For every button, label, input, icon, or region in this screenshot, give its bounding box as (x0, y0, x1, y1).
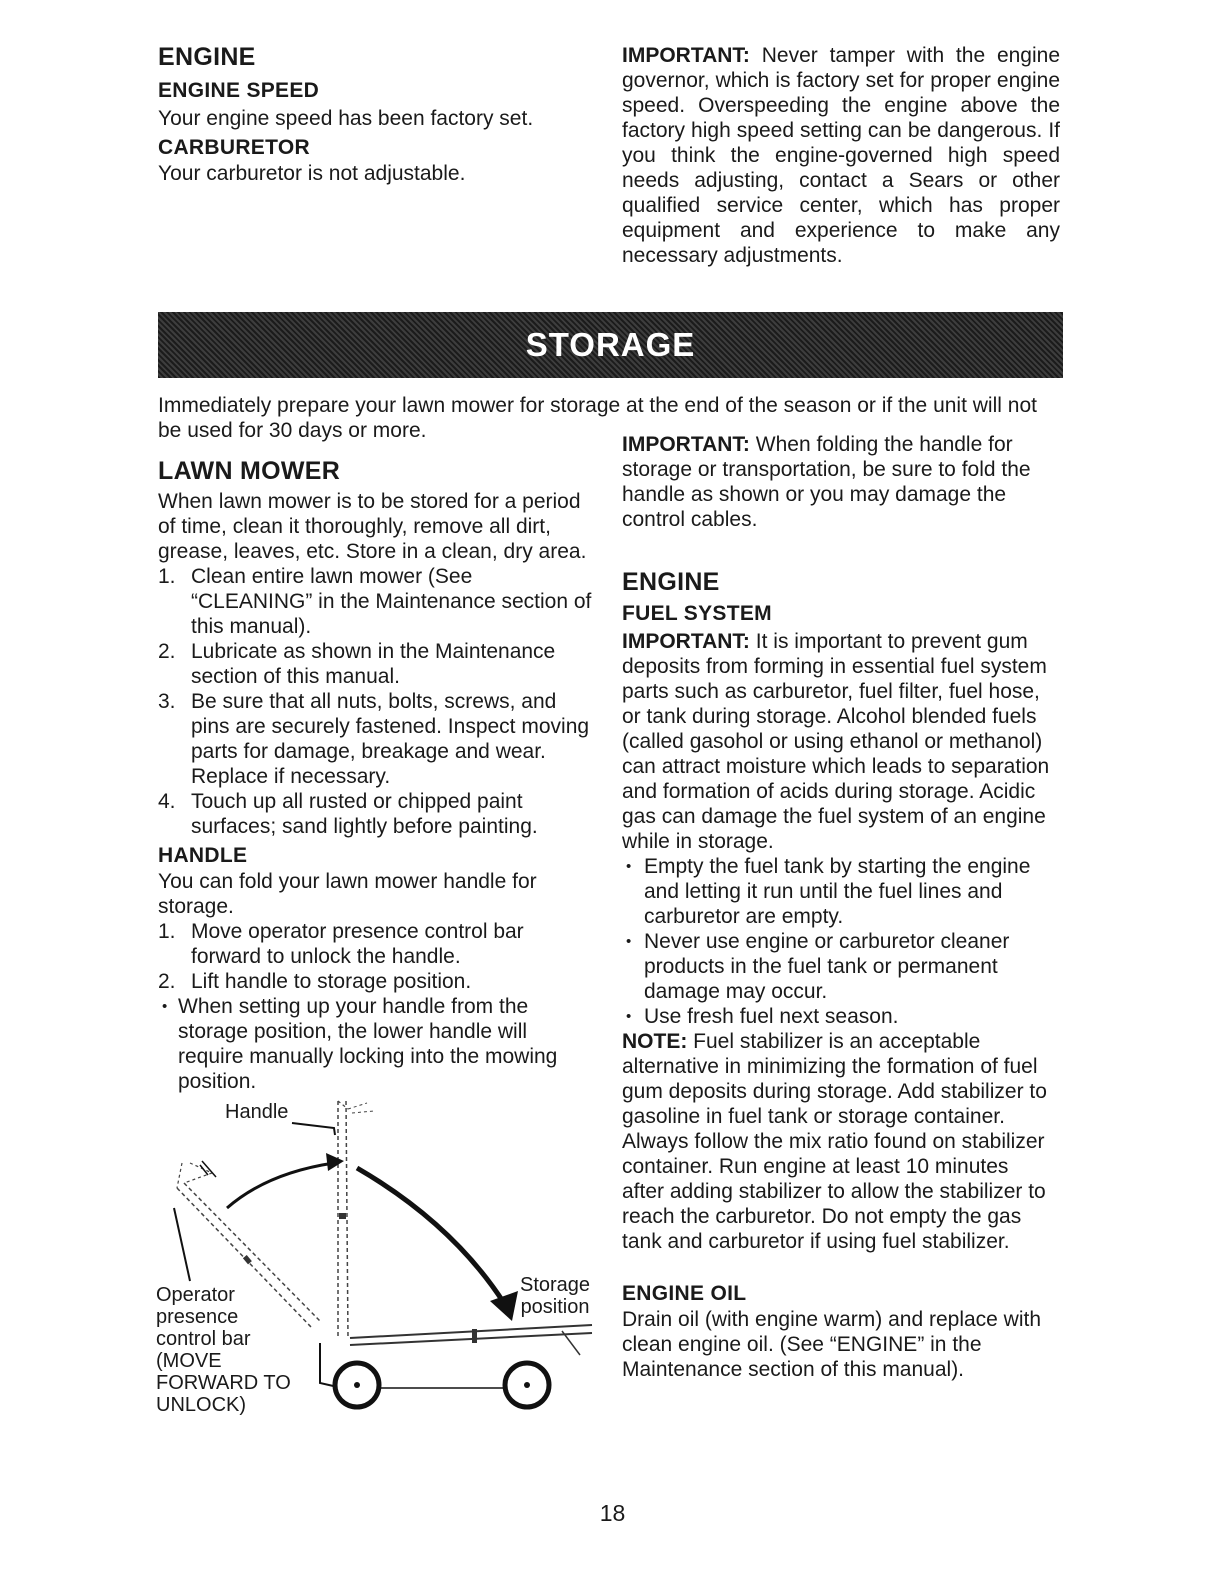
handle-label: Handle (225, 1101, 289, 1123)
step-text: Lubricate as shown in the Maintenance section of this manual. (191, 640, 556, 688)
fuel-bullet: • Use fresh fuel next season. (622, 1004, 1054, 1029)
operator-label-line: control bar (156, 1328, 251, 1350)
operator-label-line: UNLOCK) (156, 1394, 247, 1416)
step-number: 3. (158, 690, 176, 713)
step-number: 1. (158, 920, 176, 943)
important-text: Never tamper with the engine governor, which is factory set for proper engine speed. Overspeeding the engine above the factory high speed setting can be dangerous. If you think the engine-governed high speed needs adjusting, contact a Sears or other qualified service center, which has proper equipment and experience to make any necessary adjustments. (622, 44, 1061, 267)
step-text: Lift handle to storage position. (191, 970, 472, 993)
engine-important-paragraph (622, 43, 1060, 268)
step-item (158, 789, 593, 839)
step-number: 4. (158, 790, 176, 813)
engine-oil-heading: ENGINE OIL (622, 1282, 747, 1305)
step-number: 2. (158, 970, 176, 993)
fuel-important-paragraph (622, 629, 1054, 854)
note-label: NOTE: (622, 1030, 688, 1053)
carburetor-text: Your carburetor is not adjustable. (158, 162, 466, 185)
lawn-mower-heading: LAWN MOWER (158, 457, 341, 485)
note-text: Fuel stabilizer is an acceptable alternative in minimizing the formation of fuel gum deposits during storage. Add stabilizer to gasoline in fuel tank or storage container. Always follow the mix ratio found on stabilizer container. Run engine at least 10 minutes after adding stabilizer to allow the stabilizer to reach the carburetor. Do not empty the gas tank and carburetor if using fuel stabilizer. (622, 1030, 1047, 1253)
operator-label-line: Operator (156, 1284, 235, 1306)
fuel-bullet: • Empty the fuel tank by starting the engine and letting it run until the fuel lines and carburetor are empty. (622, 854, 1054, 929)
operator-label-line: FORWARD TO (156, 1372, 291, 1394)
step-item (158, 689, 593, 789)
right-column (622, 432, 1054, 1382)
folding-important-label: IMPORTANT: (622, 433, 750, 456)
fuel-bullets (622, 854, 1054, 1029)
left-column (158, 455, 593, 1094)
step-item (158, 969, 593, 994)
note-paragraph (622, 1029, 1054, 1254)
engine-heading: ENGINE (158, 43, 256, 71)
fuel-important-label: IMPORTANT: (622, 630, 750, 653)
step-item (158, 564, 593, 639)
storage-intro-text: Immediately prepare your lawn mower for storage at the end of the season or if the unit will not be used for 30 days or more. (158, 394, 1037, 442)
handle-steps (158, 919, 593, 994)
storage-banner (158, 312, 1063, 378)
storage-position-label (520, 1274, 590, 1318)
step-text: Touch up all rusted or chipped paint surfaces; sand lightly before painting. (191, 790, 538, 838)
step-text: Clean entire lawn mower (See “CLEANING” in the Maintenance section of this manual). (191, 565, 592, 638)
operator-label-line: presence (156, 1306, 239, 1328)
fuel-bullet: • Never use engine or carburetor cleaner products in the fuel tank or permanent damage may occur. (622, 929, 1054, 1004)
step-item (158, 639, 593, 689)
page-number: 18 (599, 1500, 626, 1526)
storage-label-line: position (520, 1296, 590, 1318)
folding-important-paragraph (622, 432, 1054, 532)
important-label: IMPORTANT: (622, 44, 750, 67)
storage-banner-title: STORAGE (525, 326, 696, 363)
lawn-mower-steps (158, 564, 593, 839)
handle-heading: HANDLE (158, 844, 248, 867)
engine-top-section (158, 41, 598, 186)
storage-label-line: Storage (520, 1274, 591, 1296)
handle-bullets (158, 994, 593, 1094)
operator-label (156, 1284, 291, 1416)
handle-intro: You can fold your lawn mower handle for storage. (158, 870, 537, 918)
engine-speed-text: Your engine speed has been factory set. (158, 107, 534, 130)
step-number: 2. (158, 640, 176, 663)
engine-important-note (622, 43, 1060, 268)
fuel-important-text: It is important to prevent gum deposits from forming in essential fuel system parts such as carburetor, fuel filter, fuel hose, or tank during storage. Alcohol blended fuels (called gasohol or using ethanol or methanol) can attract moisture which leads to separation and formation of acids during storage. Acidic gas can damage the fuel system of an engine while in storage. (622, 630, 1050, 853)
operator-label-line: (MOVE (156, 1350, 222, 1372)
handle-bullet: • When setting up your handle from the storage position, the lower handle will require manually locking into the mowing position. (158, 994, 593, 1094)
handle-fold-diagram (152, 1093, 602, 1423)
step-number: 1. (158, 565, 176, 588)
engine-speed-heading: ENGINE SPEED (158, 79, 320, 102)
fuel-system-heading: FUEL SYSTEM (622, 602, 772, 625)
folding-important-text: When folding the handle for storage or transportation, be sure to fold the handle as shown or you may damage the control cables. (622, 433, 1031, 531)
step-text: Be sure that all nuts, bolts, screws, and pins are securely fastened. Inspect moving parts for damage, breakage and wear. Replace if necessary. (191, 690, 590, 788)
lawn-mower-intro: When lawn mower is to be stored for a period of time, clean it thoroughly, remove all dirt, grease, leaves, etc. Store in a clean, dry area. (158, 490, 587, 563)
engine-oil-text: Drain oil (with engine warm) and replace with clean engine oil. (See “ENGINE” in the Maintenance section of this manual). (622, 1308, 1042, 1381)
carburetor-heading: CARBURETOR (158, 136, 310, 159)
step-text: Move operator presence control bar forward to unlock the handle. (191, 920, 524, 968)
step-item (158, 919, 593, 969)
engine-storage-heading: ENGINE (622, 568, 720, 596)
